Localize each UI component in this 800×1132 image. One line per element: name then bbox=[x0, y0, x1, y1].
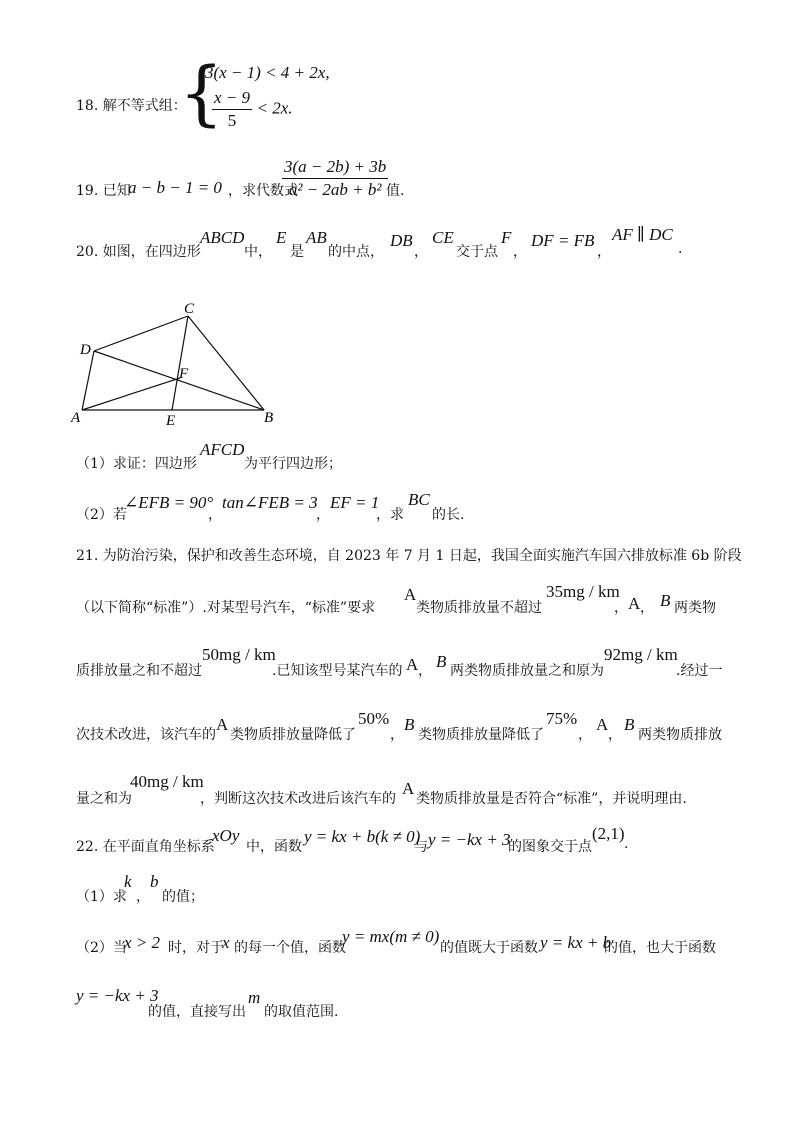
q20-ce: CE bbox=[432, 228, 454, 247]
q22-function-1: y = kx + b(k ≠ 0) bbox=[304, 827, 421, 846]
edge-bc bbox=[188, 316, 264, 410]
q21-line2-e: 两类物 bbox=[674, 600, 716, 616]
q21-line4-c: ， bbox=[390, 727, 404, 743]
q21-line5-a: 量之和为 bbox=[76, 791, 132, 807]
q21-line2-B: B bbox=[660, 591, 671, 610]
q22-part1-comma: ， bbox=[136, 889, 150, 905]
q20-e: E bbox=[276, 228, 287, 247]
q18-inequality-1: 3(x − 1) < 4 + 2x, bbox=[205, 63, 330, 82]
q18-inequality-2: $\frac{x - 9}{5}$ < 2x. bbox=[214, 88, 293, 130]
q21-line3-a: 质排放量之和不超过 bbox=[76, 663, 202, 679]
q22-part1-text: （1）求 bbox=[76, 889, 127, 905]
q20-text-jiao: 交于点 bbox=[456, 244, 498, 260]
q20-part2-comma3: ，求 bbox=[376, 507, 404, 523]
q20-comma1: ， bbox=[414, 244, 428, 260]
q20-text-shi: 是 bbox=[290, 244, 304, 260]
q22-text-yu: 与 bbox=[414, 839, 428, 855]
q21-line2-A2: A bbox=[628, 594, 641, 613]
q21-line4-A2: A bbox=[596, 715, 609, 734]
q18-fraction: $\frac{x - 9}{5}$ bbox=[214, 88, 251, 130]
q22-part2-cond: x > 2 bbox=[124, 933, 161, 952]
q21-line5-c: 类物质排放量是否符合“标准”，并说明理由. bbox=[416, 791, 687, 807]
q20-db: DB bbox=[390, 231, 413, 250]
q21-value-92: 92mg / km bbox=[604, 645, 678, 664]
q21-percent-50: 50% bbox=[358, 709, 390, 728]
q22-xoy: xOy bbox=[212, 826, 240, 845]
q22-part2-text2: 时，对于 bbox=[168, 940, 224, 956]
q20-part2-comma1: ， bbox=[208, 507, 222, 523]
label-b: B bbox=[264, 410, 274, 426]
q18-label: 18. 解不等式组： bbox=[76, 98, 187, 114]
q21-line4-A: A bbox=[216, 715, 229, 734]
q21-line2-b: 类物质排放量不超过 bbox=[416, 600, 542, 616]
q20-part2-comma2: ， bbox=[316, 507, 330, 523]
q21-line3-e: .经过一 bbox=[676, 663, 723, 679]
q20-comma2: ， bbox=[513, 244, 527, 260]
q21-line3-A: A bbox=[406, 655, 419, 674]
q20-label: 20. 如图，在四边形 bbox=[76, 244, 201, 260]
q20-part2-tail: 的长. bbox=[432, 507, 465, 523]
q22-part2-text6: 的值，直接写出 bbox=[148, 1004, 246, 1020]
q22-part1-b: b bbox=[150, 872, 159, 891]
q21-line2-d: ， bbox=[640, 600, 654, 616]
q19-label: 19. 已知 bbox=[76, 183, 131, 199]
q22-part2-tail: 的取值范围. bbox=[264, 1004, 339, 1020]
q20-dot: . bbox=[678, 241, 683, 257]
q19-expression bbox=[282, 157, 388, 200]
segment-af bbox=[82, 378, 180, 410]
q21-line3-d: 两类物质排放量之和原为 bbox=[450, 663, 604, 679]
q20-part1-afcd: AFCD bbox=[200, 440, 245, 459]
q21-line4-B2: B bbox=[624, 715, 635, 734]
q22-part2-text3: 的每一个值，函数 bbox=[234, 940, 346, 956]
q21-line4-B: B bbox=[404, 715, 415, 734]
q21-line4-f: ， bbox=[608, 727, 622, 743]
q20-ab: AB bbox=[306, 228, 327, 247]
q20-abcd: ABCD bbox=[200, 228, 245, 247]
q22-function-5: y = −kx + 3 bbox=[76, 986, 159, 1005]
segment-ce bbox=[172, 316, 188, 410]
label-f: F bbox=[179, 366, 189, 382]
q20-part1-tail: 为平行四边形； bbox=[244, 456, 342, 472]
system-brace: { bbox=[179, 52, 224, 134]
edge-cd bbox=[94, 316, 188, 351]
q22-text-zhong: 中，函数 bbox=[246, 839, 302, 855]
q21-percent-75: 75% bbox=[546, 709, 578, 728]
q21-line4-b: 类物质排放量降低了 bbox=[230, 727, 356, 743]
q20-text-zhong: 中， bbox=[244, 244, 272, 260]
q20-part1-text: （1）求证：四边形 bbox=[76, 456, 197, 472]
q22-part1-tail: 的值； bbox=[162, 889, 204, 905]
q19-fraction: $\frac{3(a - 2b) + 3b}{\text{a² − 2ab + b²}}$ bbox=[284, 157, 387, 199]
q21-line2-c: ， bbox=[614, 600, 628, 616]
q22-function-4: y = kx + b bbox=[540, 933, 612, 952]
q21-line3-c: ， bbox=[418, 663, 432, 679]
q21-line5-b: ，判断这次技术改进后该汽车的 bbox=[200, 791, 396, 807]
q21-line2-A: A bbox=[404, 585, 417, 604]
label-c: C bbox=[184, 301, 195, 317]
q20-af-dc: AF ∥ DC bbox=[612, 225, 673, 244]
q21-line4-a: 次技术改进，该汽车的 bbox=[76, 727, 216, 743]
q22-part2-text: （2）当 bbox=[76, 940, 127, 956]
label-a: A bbox=[71, 410, 81, 426]
q19-text: ，求代数式 bbox=[228, 183, 298, 199]
q19-tail: 值. bbox=[386, 183, 405, 199]
q21-line4-d: 类物质排放量降低了 bbox=[418, 727, 544, 743]
q20-part2-text: （2）若 bbox=[76, 507, 127, 523]
q20-part2-ef: EF = 1 bbox=[330, 493, 380, 512]
q22-part2-m: m bbox=[248, 988, 261, 1007]
label-e: E bbox=[166, 413, 176, 429]
q20-f: F bbox=[501, 228, 512, 247]
edge-da bbox=[82, 351, 94, 410]
q22-part1-k: k bbox=[124, 872, 132, 891]
q20-part2-bc: BC bbox=[408, 490, 430, 509]
q21-line3-b: .已知该型号某汽车的 bbox=[272, 663, 403, 679]
q21-value-40: 40mg / km bbox=[130, 772, 204, 791]
q22-part2-x: x bbox=[222, 933, 230, 952]
q20-part2-tan: tan∠FEB = 3 bbox=[222, 493, 318, 512]
q21-value-50: 50mg / km bbox=[202, 645, 276, 664]
q21-line5-A: A bbox=[402, 779, 415, 798]
q21-line1: 21. 为防治污染，保护和改善生态环境，自 2023 年 7 月 1 日起，我国全面实施汽车国六排放标准 6b 阶段 bbox=[76, 548, 742, 564]
q21-line4-g: 两类物质排放 bbox=[638, 727, 722, 743]
q22-function-2: y = −kx + 3 bbox=[428, 830, 511, 849]
q21-line3-B: B bbox=[436, 652, 447, 671]
q21-value-35: 35mg / km bbox=[546, 582, 620, 601]
q20-df-fb: DF = FB bbox=[531, 231, 595, 250]
q22-dot: . bbox=[624, 836, 629, 852]
q21-line4-e: ， bbox=[578, 727, 592, 743]
q22-part2-text4: 的值既大于函数 bbox=[440, 940, 538, 956]
q22-point: (2,1) bbox=[592, 824, 625, 843]
q19-condition: a − b − 1 = 0 bbox=[128, 178, 222, 197]
q22-label: 22. 在平面直角坐标系 bbox=[76, 839, 215, 855]
q20-comma3: ， bbox=[597, 244, 611, 260]
q22-text-jiao: 的图象交于点 bbox=[508, 839, 592, 855]
label-d: D bbox=[80, 342, 91, 358]
q22-function-3: y = mx(m ≠ 0) bbox=[342, 927, 440, 946]
q22-part2-text5: 的值，也大于函数 bbox=[604, 940, 716, 956]
q20-part2-angle: ∠EFB = 90° bbox=[124, 493, 214, 512]
q20-text-mid: 的中点， bbox=[328, 244, 384, 260]
q21-line2-a: （以下简称“标准”）.对某型号汽车，“标准”要求 bbox=[76, 600, 376, 616]
quadrilateral-figure bbox=[60, 300, 290, 430]
